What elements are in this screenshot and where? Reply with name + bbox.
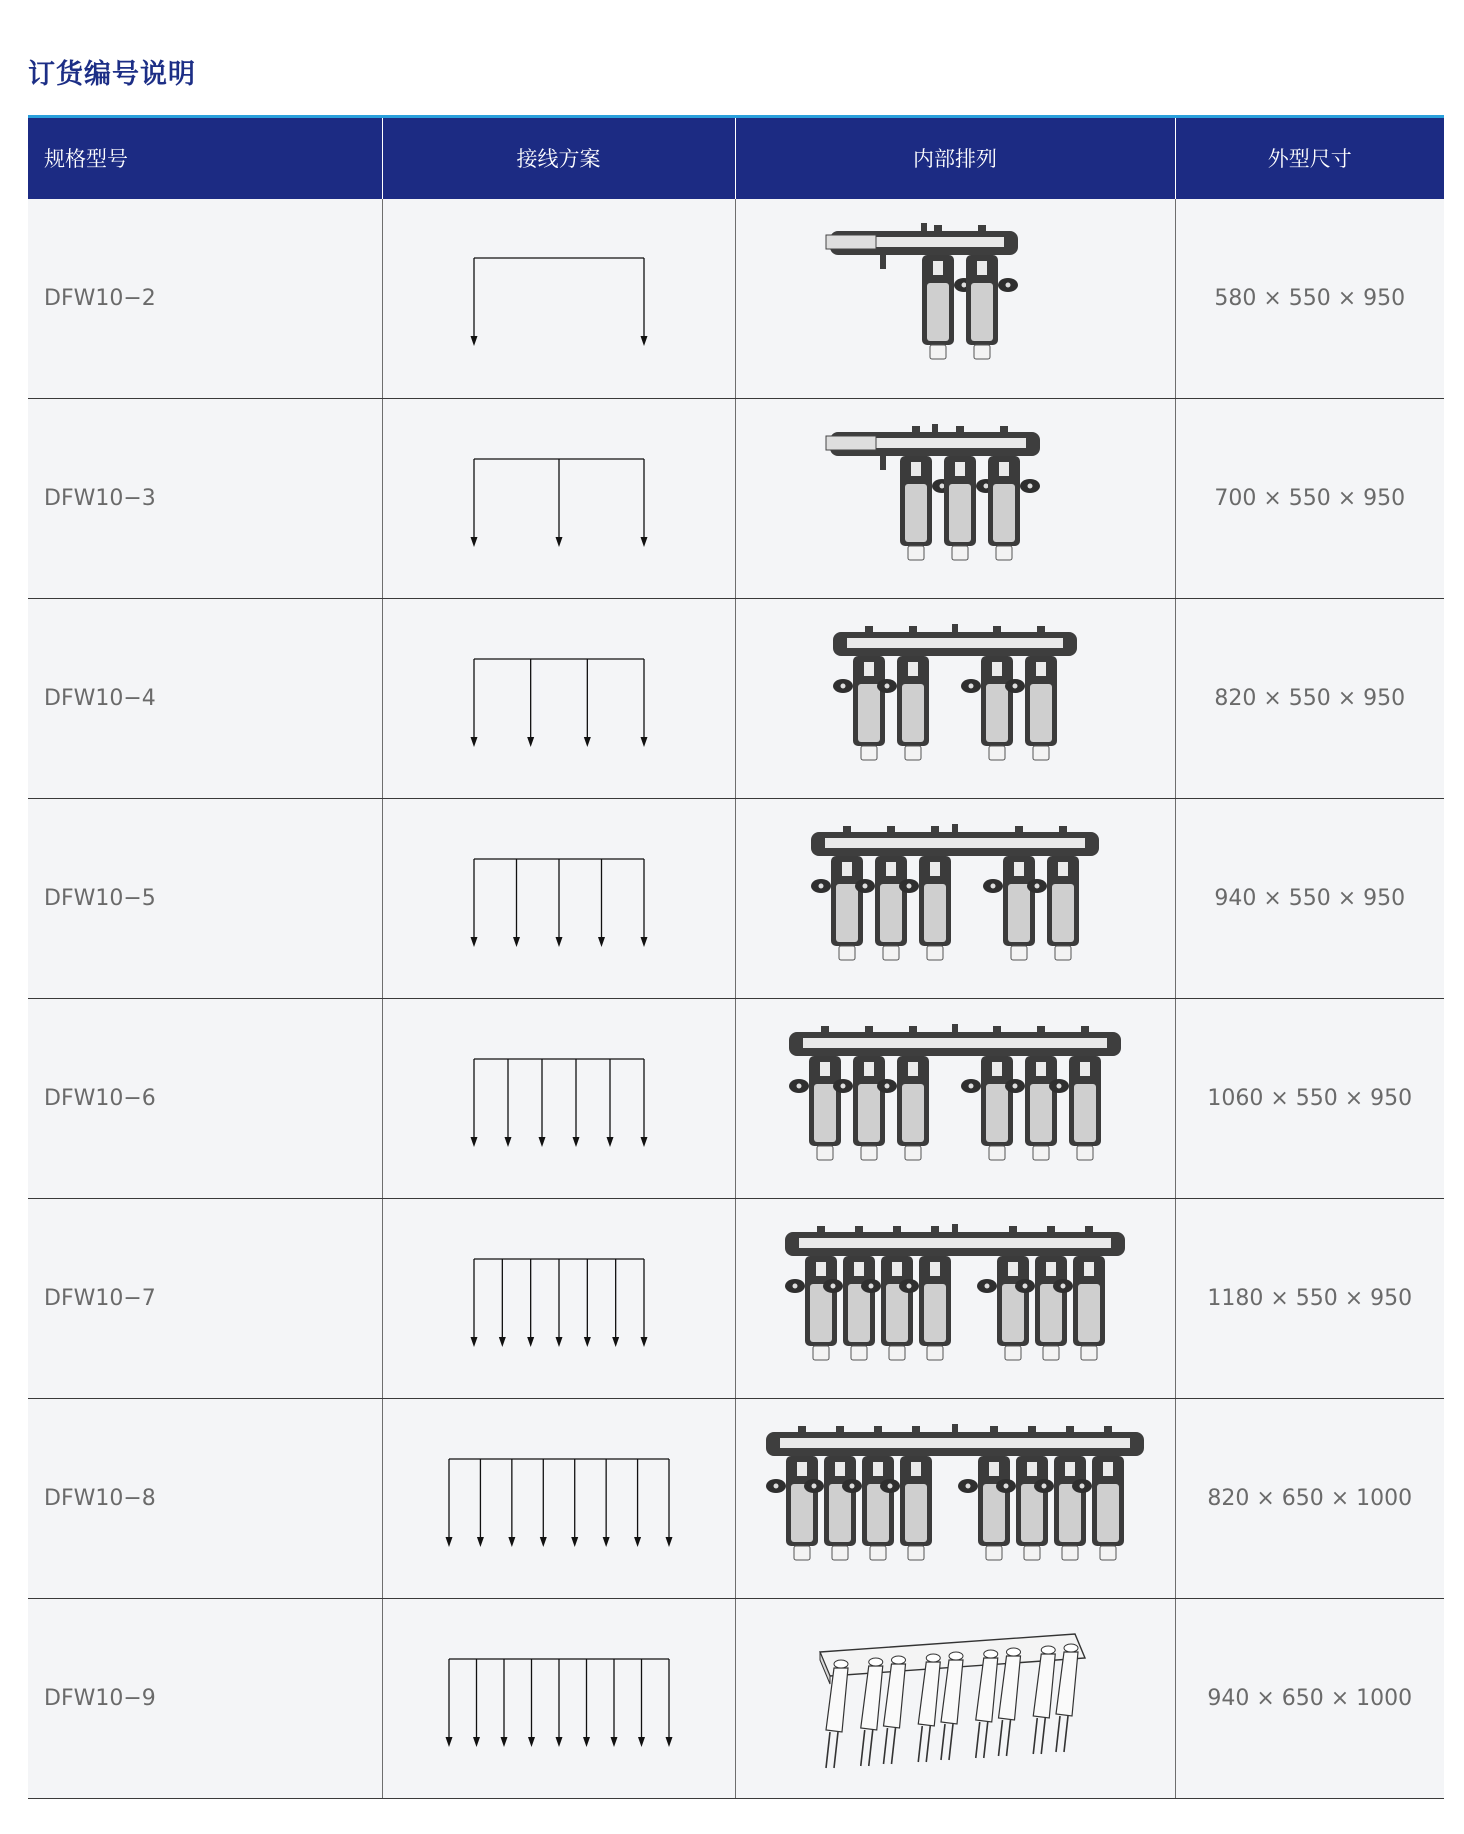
wiring-cell bbox=[382, 199, 735, 399]
wiring-diagram bbox=[429, 1039, 689, 1159]
layout-cell bbox=[735, 999, 1175, 1199]
model-cell: DFW10−8 bbox=[28, 1399, 382, 1599]
layout-cell bbox=[735, 1199, 1175, 1399]
table-row bbox=[28, 399, 1444, 599]
table-header-row bbox=[28, 117, 1444, 199]
layout-illustration bbox=[745, 1014, 1165, 1184]
wiring-diagram bbox=[429, 1439, 689, 1559]
layout-illustration bbox=[745, 414, 1165, 584]
wiring-cell bbox=[382, 1399, 735, 1599]
dimensions-cell: 1180 × 550 × 950 bbox=[1175, 1199, 1444, 1399]
wiring-diagram bbox=[429, 439, 689, 559]
layout-illustration bbox=[745, 213, 1165, 383]
table-body bbox=[28, 199, 1444, 1799]
model-cell: DFW10−5 bbox=[28, 799, 382, 999]
layout-cell bbox=[735, 1599, 1175, 1799]
layout-illustration bbox=[745, 614, 1165, 784]
model-cell: DFW10−6 bbox=[28, 999, 382, 1199]
dimensions-cell: 940 × 550 × 950 bbox=[1175, 799, 1444, 999]
wiring-diagram bbox=[429, 639, 689, 759]
table-row bbox=[28, 599, 1444, 799]
header-model: 规格型号 bbox=[28, 117, 382, 199]
layout-illustration bbox=[745, 1214, 1165, 1384]
table-row bbox=[28, 999, 1444, 1199]
layout-cell bbox=[735, 599, 1175, 799]
table-row bbox=[28, 1599, 1444, 1799]
wiring-diagram bbox=[429, 238, 689, 358]
model-cell: DFW10−9 bbox=[28, 1599, 382, 1799]
wiring-cell bbox=[382, 799, 735, 999]
layout-illustration bbox=[745, 814, 1165, 984]
layout-cell bbox=[735, 1399, 1175, 1599]
header-dimensions: 外型尺寸 bbox=[1175, 117, 1444, 199]
page-title: 订货编号说明 bbox=[28, 59, 196, 90]
dimensions-cell: 820 × 550 × 950 bbox=[1175, 599, 1444, 799]
layout-illustration bbox=[745, 1414, 1165, 1584]
wiring-diagram bbox=[429, 1639, 689, 1759]
layout-cell bbox=[735, 799, 1175, 999]
dimensions-cell: 820 × 650 × 1000 bbox=[1175, 1399, 1444, 1599]
layout-illustration bbox=[745, 1614, 1165, 1784]
dimensions-cell: 580 × 550 × 950 bbox=[1175, 199, 1444, 399]
dimensions-cell: 940 × 650 × 1000 bbox=[1175, 1599, 1444, 1799]
wiring-cell bbox=[382, 1599, 735, 1799]
header-layout: 内部排列 bbox=[735, 117, 1175, 199]
wiring-diagram bbox=[429, 1239, 689, 1359]
wiring-cell bbox=[382, 1199, 735, 1399]
table-row bbox=[28, 1399, 1444, 1599]
model-cell: DFW10−3 bbox=[28, 399, 382, 599]
header-wiring: 接线方案 bbox=[382, 117, 735, 199]
dimensions-cell: 1060 × 550 × 950 bbox=[1175, 999, 1444, 1199]
model-cell: DFW10−4 bbox=[28, 599, 382, 799]
table-row bbox=[28, 199, 1444, 399]
table-row bbox=[28, 799, 1444, 999]
order-number-table bbox=[28, 115, 1444, 1799]
dimensions-cell: 700 × 550 × 950 bbox=[1175, 399, 1444, 599]
layout-cell bbox=[735, 199, 1175, 399]
wiring-cell bbox=[382, 999, 735, 1199]
model-cell: DFW10−2 bbox=[28, 199, 382, 399]
layout-cell bbox=[735, 399, 1175, 599]
model-cell: DFW10−7 bbox=[28, 1199, 382, 1399]
table-row bbox=[28, 1199, 1444, 1399]
wiring-cell bbox=[382, 399, 735, 599]
wiring-cell bbox=[382, 599, 735, 799]
wiring-diagram bbox=[429, 839, 689, 959]
